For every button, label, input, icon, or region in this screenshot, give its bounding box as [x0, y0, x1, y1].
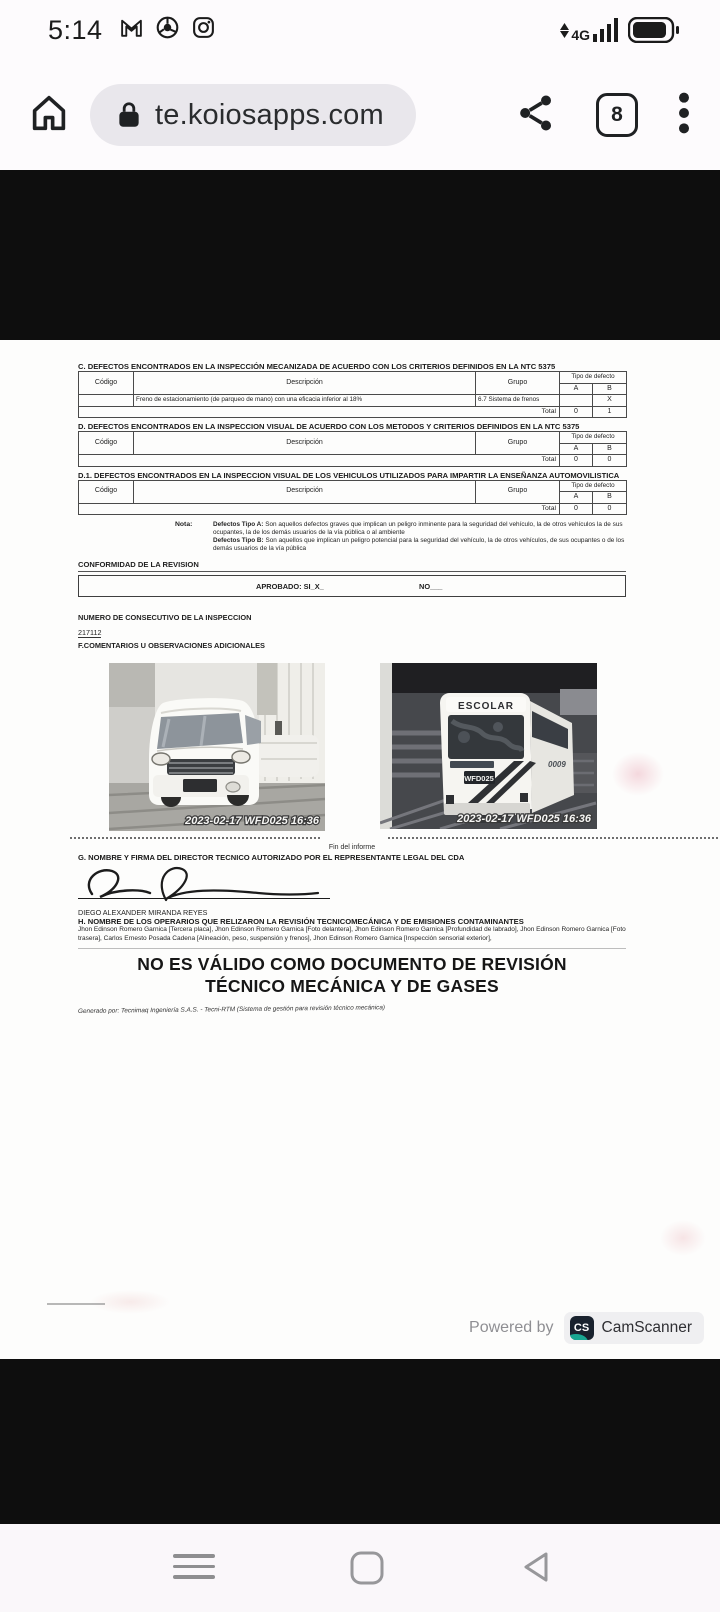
- gmail-icon: [119, 15, 144, 45]
- back-button[interactable]: [518, 1550, 554, 1589]
- system-navigation-bar: [0, 1524, 720, 1612]
- url-bar[interactable]: [90, 84, 416, 146]
- col-grupo: Grupo: [476, 372, 560, 395]
- scan-smudge: [90, 1290, 170, 1314]
- note-block: [78, 521, 626, 553]
- scan-artifact: [47, 1303, 105, 1305]
- lock-icon: [116, 100, 142, 130]
- battery-icon: [628, 17, 680, 43]
- instagram-icon: [191, 15, 216, 45]
- browser-toolbar: [0, 60, 720, 170]
- letterbox-bottom: [0, 1359, 720, 1524]
- table-row: Freno de estacionamiento (de parqueo de mano) con una eficacia inferior al 18% 6.7 Sistema de frenos X: [79, 395, 627, 407]
- home-button[interactable]: [26, 90, 72, 141]
- col-b: B: [593, 383, 627, 395]
- photo-plate: WFD025: [464, 774, 494, 783]
- comentarios-label: F.COMENTARIOS U OBSERVACIONES ADICIONALES: [78, 641, 265, 650]
- director-signature: [78, 864, 626, 906]
- home-nav-button[interactable]: [349, 1550, 385, 1591]
- conformidad-box: [78, 575, 626, 597]
- photo-escolar-sign: ESCOLAR: [458, 701, 514, 712]
- generated-by-note: Generado por: Tecnimaq Ingeniería S.A.S. - Tecni-RTM (Sistema de gestión para revisión técnico mecánica): [77, 1004, 386, 1016]
- col-descripcion: Descripción: [134, 372, 476, 395]
- camscanner-watermark: [469, 1312, 704, 1344]
- report-divider: [78, 833, 626, 844]
- divider: [78, 948, 626, 949]
- invalid-document-notice: NO ES VÁLIDO COMO DOCUMENTO DE REVISIÓN TÉCNICO MECÁNICA Y DE GASES: [137, 954, 567, 997]
- total-row: Total 0 0: [79, 455, 627, 467]
- aprobado-value: APROBADO: SI_X_: [256, 582, 324, 591]
- total-row: Total 0 1: [79, 406, 627, 418]
- vehicle-photo-front: [109, 663, 325, 831]
- tab-switcher-button[interactable]: [596, 93, 638, 137]
- col-tipo-defecto: Tipo de defecto: [560, 372, 627, 384]
- note-label: Nota:: [175, 521, 193, 528]
- defects-table-d: Código Descripción Grupo Tipo de defecto A B Total 0 0: [78, 431, 627, 467]
- signal-bars-icon: [593, 18, 619, 42]
- network-type-label: 4G: [571, 27, 590, 43]
- col-codigo: Código: [79, 372, 134, 395]
- document-page[interactable]: [0, 340, 720, 1359]
- letterbox-top: [0, 170, 720, 340]
- photo-timestamp: 2023-02-17 WFD025 16:36: [185, 815, 319, 827]
- consecutivo-value: 217112: [78, 628, 102, 637]
- section-d-title: D. DEFECTOS ENCONTRADOS EN LA INSPECCION VISUAL DE ACUERDO CON LOS METODOS Y CRITERIOS DEFINIDOS EN LA NTC 5375: [78, 422, 580, 431]
- conformidad-title: CONFORMIDAD DE LA REVISION: [78, 560, 626, 572]
- total-row: Total 0 0: [79, 503, 627, 515]
- section-g-title: G. NOMBRE Y FIRMA DEL DIRECTOR TECNICO AUTORIZADO POR EL REPRESENTANTE LEGAL DEL CDA: [78, 853, 465, 862]
- tab-count: 8: [611, 103, 623, 126]
- defects-table-c: [78, 371, 627, 418]
- signal-indicator: [560, 18, 619, 42]
- camscanner-brand: CamScanner: [601, 1319, 692, 1336]
- powered-by-label: Powered by: [469, 1319, 554, 1336]
- status-bar: [0, 0, 720, 60]
- section-c-title: C. DEFECTOS ENCONTRADOS EN LA INSPECCIÓN MECANIZADA DE ACUERDO CON LOS CRITERIOS DEFINIDOS EN LA NTC 5375: [78, 362, 556, 371]
- total-b: 1: [593, 406, 627, 418]
- no-value: NO___: [419, 582, 443, 591]
- camscanner-badge[interactable]: [564, 1312, 704, 1344]
- chrome-icon: [155, 15, 180, 45]
- section-h-title: H. NOMBRE DE LOS OPERARIOS QUE RELIZARON LA REVISIÓN TECNICOMECÁNICA Y DE EMISIONES CONTAMINANTES: [78, 917, 524, 926]
- photo-timestamp: 2023-02-17 WFD025 16:36: [457, 813, 591, 825]
- vehicle-photo-rear: [380, 663, 597, 829]
- url-text: te.koiosapps.com: [155, 98, 384, 131]
- photo-unit-number: 0009: [548, 760, 566, 769]
- share-button[interactable]: [516, 91, 556, 140]
- note-type-a: Defectos Tipo A: Son aquellos defectos graves que implican un peligro inminente para la seguridad del vehículo, la de otros vehículos la de sus ocupantes, la de los demás usuarios de la vía pública o al ambiente: [213, 521, 623, 536]
- total-a: 0: [560, 406, 593, 418]
- end-of-report-label: Fin del informe: [328, 844, 376, 851]
- clock: 5:14: [48, 14, 103, 45]
- note-type-b: Defectos Tipo B: Son aquellos que implican un peligro potencial para la seguridad del vehículo, la de otros vehículos, de sus ocupantes o de los demás usuarios de la vía pública: [213, 537, 625, 552]
- scan-smudge: [660, 1220, 706, 1256]
- operators-list: Jhon Edinson Romero Garnica [Tercera placa], Jhon Edinson Romero Garnica [Foto delantera], Jhon Edinson Romero Garnica [Profundidad de labrado], Jhon Edinson Romero Garnica [Foto trasera], Carlos Ernesto Posada Cadena [Alineación, peso, suspensión y frenos], Jhon Edinson Romero Garnica [Inspección sensorial exterior],: [78, 926, 626, 942]
- camscanner-icon: CS: [570, 1316, 594, 1340]
- overflow-menu-button[interactable]: [678, 90, 690, 141]
- section-d1-title: D.1. DEFECTOS ENCONTRADOS EN LA INSPECCION VISUAL DE LOS VEHICULOS UTILIZADOS PARA IMPARTIR LA ENSEÑANZA AUTOMOVILISTICA: [78, 470, 620, 480]
- consecutivo-label: NUMERO DE CONSECUTIVO DE LA INSPECCION: [78, 613, 252, 622]
- data-arrows-icon: [560, 23, 569, 38]
- col-a: A: [560, 383, 593, 395]
- recents-button[interactable]: [173, 1554, 215, 1579]
- defects-table-d1: Código Descripción Grupo Tipo de defecto A B Total 0 0: [78, 480, 627, 516]
- director-name: DIEGO ALEXANDER MIRANDA REYES: [78, 908, 208, 917]
